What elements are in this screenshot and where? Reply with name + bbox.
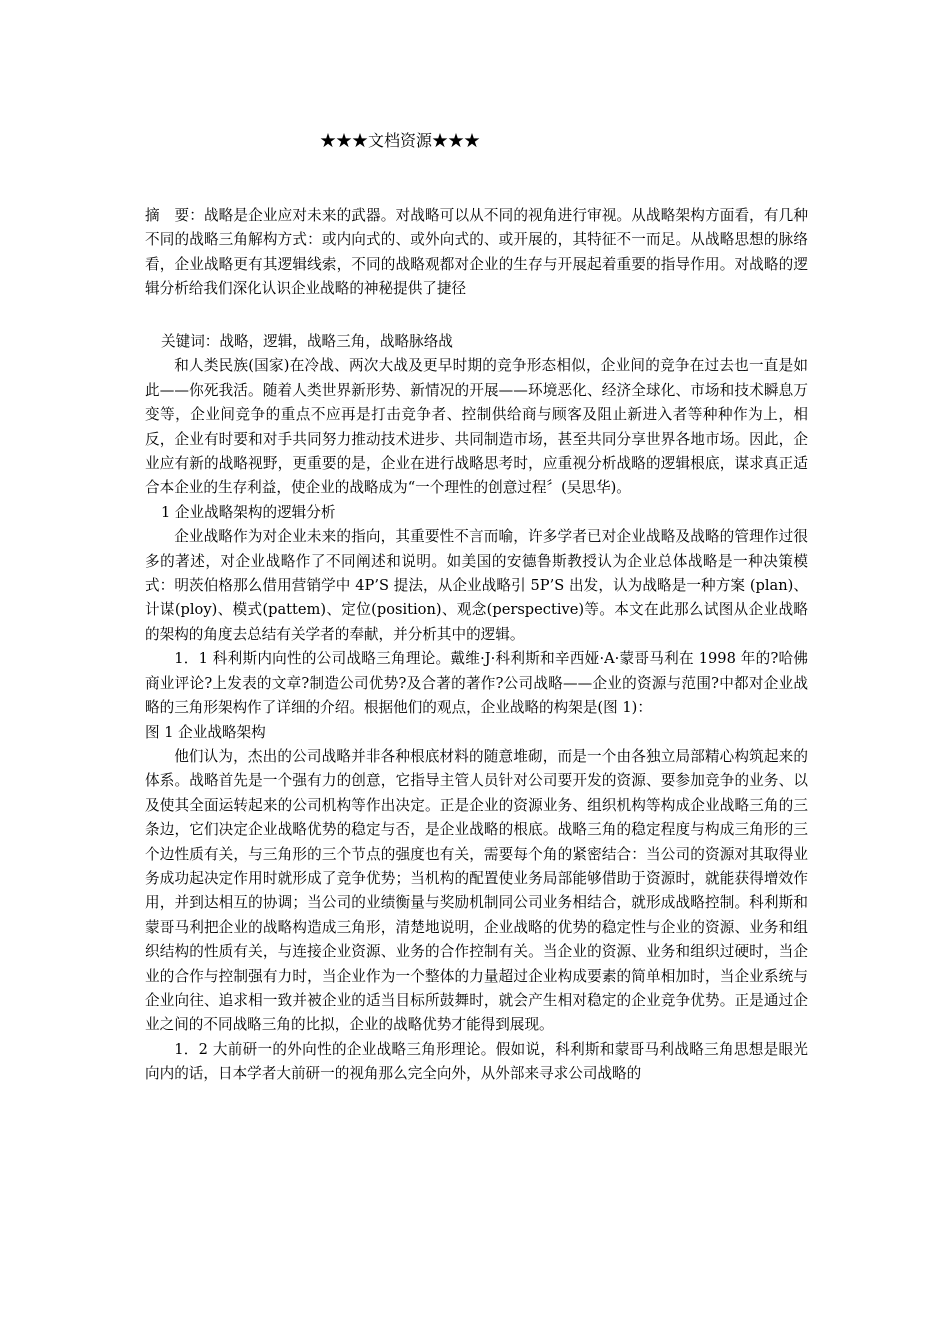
paragraph-collis-analysis: 他们认为，杰出的公司战略并非各种根底材料的随意堆砌，而是一个由各独立局部精心构筑起来的体系。战略首先是一个强有力的创意，它指导主管人员针对公司要开发的资源、要参加竞争的业务、以及使其全面运转起来的公司机构等作出决定。正是企业的资源业务、组织机构等构成企业战略三角的三条边，它们决定企业战略优势的稳定与否，是企业战略的根底。战略三角的稳定程度与构成三角形的三个边性质有关，与三角形的三个节点的强度也有关，需要每个角的紧密结合：当公司的资源对其取得业务成功起决定作用时就形成了竞争优势；当机构的配置使业务局部能够借助于资源时，就能获得增效作用，并到达相互的协调；当公司的业绩衡量与奖励机制同公司业务相结合，就形成战略控制。科利斯和蒙哥马利把企业的战略构造成三角形，清楚地说明，企业战略的优势的稳定性与企业的资源、业务和组织结构的性质有关，与连接企业资源、业务的合作控制有关。当企业的资源、业务和组织过硬时，当企业的合作与控制强有力时，当企业作为一个整体的力量超过企业构成要素的简单相加时，当企业系统与企业向往、追求相一致并被企业的适当目标所鼓舞时，就会产生相对稳定的企业竞争优势。正是通过企业之间的不同战略三角的比拟，企业的战略优势才能得到展现。 — [145, 747, 808, 1034]
paragraph-strategy-definition: 企业战略作为对企业未来的指向，其重要性不言而喻，许多学者已对企业战略及战略的管理作过很多的著述，对企业战略作了不同阐述和说明。如美国的安德鲁斯教授认为企业总体战略是一种决策模式：明茨伯格那么借用营销学中 4P’S 提法，从企业战略引 5P’S 出发，认为战略是一种方案 (plan)、计谋(ploy)、模式(pattem)、定位(position)、观念(perspective)等。本文在此那么试图从企业战略的架构的角度去总结有关学者的奉献，并分析其中的逻辑。 — [145, 528, 808, 643]
figure-1-caption: 图 1 企业战略架构 — [145, 723, 266, 741]
main-body — [145, 330, 808, 1087]
paragraph-section-1-1: 1．1 科利斯内向性的公司战略三角理论。戴维·J·科利斯和辛西娅·A·蒙哥马利在 1998 年的?哈佛商业评论?上发表的文章?制造公司优势?及合著的著作?公司战略——企业的资源与范围?中都对企业战略的三角形架构作了详细的介绍。根据他们的观点，企业战略的构架是(图 1)： — [145, 650, 808, 717]
abstract-block — [145, 204, 808, 302]
document-header-title: ★★★文档资源★★★ — [319, 131, 480, 150]
abstract-paragraph: 摘 要：战略是企业应对未来的武器。对战略可以从不同的视角进行审视。从战略架构方面看，有几种不同的战略三角解构方式：或内向式的、或外向式的、或开展的，其特征不一而足。从战略思想的脉络看，企业战略更有其逻辑线索，不同的战略观都对企业的生存与开展起着重要的指导作用。对战略的逻辑分析给我们深化认识企业战略的神秘提供了捷径 — [145, 207, 808, 298]
paragraph-intro: 和人类民族(国家)在冷战、两次大战及更早时期的竞争形态相似，企业间的竞争在过去也一直是如此——你死我活。随着人类世界新形势、新情况的开展——环境恶化、经济全球化、市场和技术瞬息万变等，企业间竞争的重点不应再是打击竞争者、控制供给商与顾客及阻止新进入者等种种作为上，相反，企业有时要和对手共同努力推动技术进步、共同制造市场，甚至共同分享世界各地市场。因此，企业应有新的战略视野，更重要的是，企业在进行战略思考时，应重视分析战略的逻辑根底，谋求真正适合本企业的生存利益，使企业的战略成为“一个理性的创意过程〞(吴思华)。 — [145, 357, 808, 497]
keywords-line: 关键词：战略，逻辑，战略三角，战略脉络战 — [161, 333, 453, 350]
section-heading-1: 1 企业战略架构的逻辑分析 — [161, 503, 336, 521]
paragraph-section-1-2: 1．2 大前研一的外向性的企业战略三角形理论。假如说，科利斯和蒙哥马利战略三角思想是眼光向内的话，日本学者大前研一的视角那么完全向外，从外部来寻求公司战略的 — [145, 1040, 808, 1083]
